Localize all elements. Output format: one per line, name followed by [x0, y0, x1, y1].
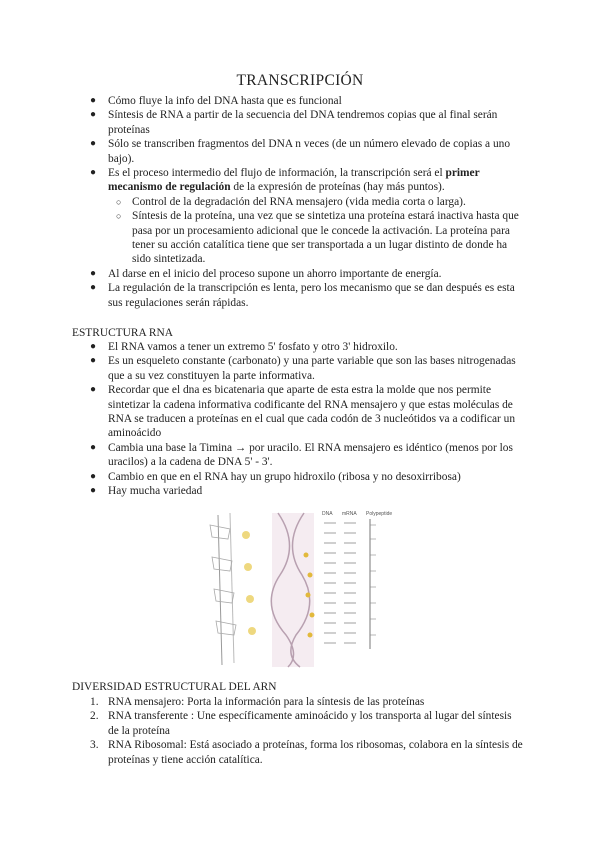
sub-list-item: ○ Síntesis de la proteína, una vez que se sintetiza una proteína estará inactiva hasta que pasa por un procesamiento adicional que le concede la activación. La proteína para tener su acción catalítica tiene que ser transportada a un lugar distinto de donde ha sido sintetizada.	[116, 210, 519, 266]
list-item: ● Sólo se transcriben fragmentos del DNA n veces (de un número elevado de copias a uno bajo).	[90, 138, 511, 165]
page-title: TRANSCRIPCIÓN	[236, 72, 364, 89]
bullet-icon: ●	[90, 384, 97, 396]
list-item: 1. RNA mensajero: Porta la información para la síntesis de las proteínas	[90, 696, 425, 708]
bullet-icon: ●	[90, 95, 97, 106]
bullet-icon: ●	[90, 267, 97, 279]
bold-term: primer mecanismo de regulación	[108, 167, 480, 194]
sub-list	[108, 195, 524, 267]
list-item: ● Hay mucha variedad	[90, 485, 203, 498]
dna-label: DNA	[322, 511, 333, 517]
list-item: ● Recordar que el dna es bicatenaria que aparte de esta estra la molde que nos permite sintetizar la cadena informativa codificante del RNA mensajero y que estas moléculas de RNA se traducen a proteínas en el cual que cada codón de 3 nucleótidos va a codificar un aminoácido	[90, 384, 516, 440]
bullet-icon: ●	[90, 138, 97, 150]
list-item: ● La regulación de la transcripción es lenta, pero los mecanismo que se dan después es esta sus regulaciones serán rápidas.	[90, 282, 515, 309]
bullet-icon: ●	[90, 485, 97, 497]
bullet-icon: ●	[90, 109, 97, 121]
codon-table	[322, 511, 392, 649]
bullet-icon: ●	[90, 282, 97, 294]
list-item: ● Es un esqueleto constante (carbonato) y una parte variable que son las bases nitrogenadas que a su vez constituyen la parte informativa.	[90, 355, 516, 382]
mrna-label: mRNA	[342, 511, 357, 517]
bullet-icon: ●	[90, 470, 97, 482]
rna-structure-figure	[200, 505, 410, 675]
list-item: ● Es el proceso intermedio del flujo de información, la transcripción será el primer mecanismo de regulación de la expresión de proteínas (hay más puntos). ○ Control de la degradación del RNA mensajero (vida media corta o larga). ○ Síntesis de la proteína, una vez que se sintetiza una proteína estará inactiva hasta que pasa por un procesamiento adicional que le concede la activación. La proteína para tener su acción catalítica tiene que ser transportada a un lugar distinto de donde ha sido sintetizada.	[84, 166, 524, 267]
list-item: ● El RNA vamos a tener un extremo 5' fosfato y otro 3' hidroxilo.	[90, 341, 398, 353]
list-item: 3. RNA Ribosomal: Está asociado a proteínas, forma los ribosomas, colabora en la síntesis de proteínas y tiene acción catalítica.	[90, 739, 523, 766]
rna-backbone-diagram	[210, 513, 256, 665]
section-heading-rna-diversity: DIVERSIDAD ESTRUCTURAL DEL ARN	[72, 681, 277, 693]
list-item: ● Síntesis de RNA a partir de la secuencia del DNA tendremos copias que al final serán proteínas	[90, 109, 498, 136]
rna-types-list	[84, 695, 524, 767]
circle-bullet-icon: ○	[116, 211, 122, 222]
sub-list-item: ○ Control de la degradación del RNA mensajero (vida media corta o larga).	[116, 195, 466, 208]
rna-structure-list	[84, 340, 524, 498]
list-item: ● Cambia una base la Timina → por uracilo. El RNA mensajero es idéntico (menos por los uracilos) a la cadena de DNA 5' - 3'.	[90, 441, 513, 469]
bullet-icon: ●	[90, 341, 97, 352]
list-item: 2. RNA transferente : Une específicamente aminoácido y los transporta al lugar del síntesis de la proteína	[90, 710, 512, 737]
list-item: ● Al darse en el inicio del proceso supone un ahorro importante de energía.	[90, 267, 442, 280]
circle-bullet-icon: ○	[116, 196, 122, 207]
transcription-list	[84, 94, 524, 310]
bullet-icon: ●	[90, 355, 97, 367]
section-heading-rna-structure: ESTRUCTURA RNA	[72, 327, 173, 339]
bullet-icon: ●	[90, 167, 97, 179]
list-item: ● Cómo fluye la info del DNA hasta que es funcional	[90, 95, 342, 107]
dna-helix-diagram	[271, 513, 314, 667]
bullet-icon: ●	[90, 441, 97, 453]
list-item: ● Cambio en que en el RNA hay un grupo hidroxilo (ribosa y no desoxirribosa)	[90, 470, 461, 483]
polypeptide-label: Polypeptide	[366, 511, 393, 517]
